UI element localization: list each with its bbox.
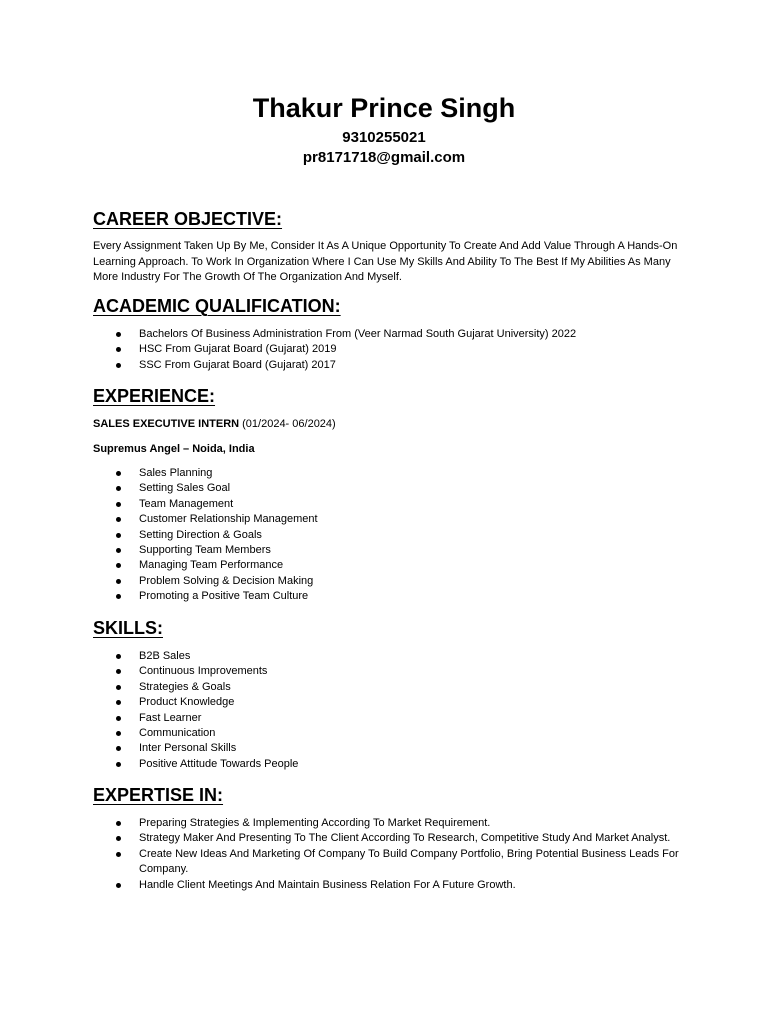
list-item bbox=[93, 711, 683, 726]
bullet-icon bbox=[116, 548, 121, 553]
list-item-text: SSC From Gujarat Board (Gujarat) 2017 bbox=[139, 358, 336, 371]
bullet-icon bbox=[116, 669, 121, 674]
bullet-icon bbox=[116, 821, 121, 826]
list-item-text: B2B Sales bbox=[139, 650, 191, 662]
list-item bbox=[93, 726, 683, 741]
list-item-text: Strategies & Goals bbox=[139, 680, 231, 693]
list-item bbox=[93, 680, 683, 695]
experience-list bbox=[93, 466, 683, 605]
bullet-icon bbox=[116, 836, 121, 841]
academic-heading: ACADEMIC QUALIFICATION: bbox=[93, 296, 341, 316]
list-item-text: Sales Planning bbox=[139, 467, 213, 479]
list-item-text: Setting Sales Goal bbox=[139, 482, 231, 495]
list-item bbox=[93, 847, 683, 878]
list-item-text: Positive Attitude Towards People bbox=[139, 757, 299, 770]
skills-heading: SKILLS: bbox=[93, 618, 163, 638]
bullet-icon bbox=[116, 471, 121, 476]
bullet-icon bbox=[116, 685, 121, 690]
list-item bbox=[93, 528, 683, 543]
company-name: Supremus Angel – Noida, India bbox=[93, 443, 255, 455]
bullet-icon bbox=[116, 486, 121, 491]
list-item-text: Product Knowledge bbox=[139, 696, 235, 709]
bullet-icon bbox=[116, 347, 121, 352]
list-item bbox=[93, 481, 683, 496]
list-item bbox=[93, 512, 683, 527]
list-item-text: Strategy Maker And Presenting To The Client According To Research, Competitive Study And Market Analyst. bbox=[139, 832, 671, 845]
list-item-text: Inter Personal Skills bbox=[139, 742, 237, 755]
job-title: SALES EXECUTIVE INTERN bbox=[93, 418, 240, 430]
list-item bbox=[93, 327, 683, 342]
list-item bbox=[93, 831, 683, 846]
bullet-icon bbox=[116, 883, 121, 888]
bullet-icon bbox=[116, 594, 121, 599]
expertise-heading: EXPERTISE IN: bbox=[93, 785, 224, 805]
bullet-icon bbox=[116, 852, 121, 857]
list-item bbox=[93, 741, 683, 756]
list-item-text: Customer Relationship Management bbox=[139, 513, 318, 526]
bullet-icon bbox=[116, 746, 121, 751]
career-objective-heading: CAREER OBJECTIVE: bbox=[93, 209, 283, 229]
list-item-text: Create New Ideas And Marketing Of Company To Build Company Portfolio, Bring Potential Business Leads For Company. bbox=[139, 847, 679, 876]
candidate-name: Thakur Prince Singh bbox=[252, 93, 516, 123]
bullet-icon bbox=[116, 363, 121, 368]
list-item bbox=[93, 497, 683, 512]
bullet-icon bbox=[116, 579, 121, 584]
bullet-icon bbox=[116, 654, 121, 659]
phone-number: 9310255021 bbox=[342, 129, 426, 146]
list-item bbox=[93, 558, 683, 573]
list-item-text: Communication bbox=[139, 727, 216, 740]
list-item-text: Bachelors Of Business Administration From (Veer Narmad South Gujarat University) 2022 bbox=[139, 328, 577, 340]
list-item bbox=[93, 664, 683, 679]
list-item bbox=[93, 816, 683, 831]
experience-heading: EXPERIENCE: bbox=[93, 386, 216, 406]
list-item bbox=[93, 466, 683, 481]
list-item bbox=[93, 878, 683, 893]
bullet-icon bbox=[116, 332, 121, 337]
list-item-text: Promoting a Positive Team Culture bbox=[139, 590, 309, 603]
list-item-text: Continuous Improvements bbox=[139, 665, 268, 678]
job-period: (01/2024- 06/2024) bbox=[239, 418, 336, 430]
list-item bbox=[93, 649, 683, 664]
list-item bbox=[93, 358, 683, 373]
email-address: pr8171718@gmail.com bbox=[302, 149, 466, 166]
academic-list bbox=[93, 327, 683, 373]
bullet-icon bbox=[116, 517, 121, 522]
bullet-icon bbox=[116, 563, 121, 568]
bullet-icon bbox=[116, 533, 121, 538]
career-objective-text: Every Assignment Taken Up By Me, Consider It As A Unique Opportunity To Create And Add Value Through A Hands-On Learning Approach. To Work In Organization Where I Can Use My Skills And Ability To The Best If My Abilities As Many More Industry For The Growth Of The Organization And Myself. bbox=[93, 240, 678, 283]
list-item bbox=[93, 757, 683, 772]
list-item-text: Team Management bbox=[139, 497, 234, 510]
bullet-icon bbox=[116, 700, 121, 705]
bullet-icon bbox=[116, 731, 121, 736]
list-item-text: HSC From Gujarat Board (Gujarat) 2019 bbox=[139, 343, 337, 356]
list-item-text: Handle Client Meetings And Maintain Business Relation For A Future Growth. bbox=[139, 878, 516, 891]
job-title-line bbox=[93, 417, 336, 432]
list-item bbox=[93, 574, 683, 589]
list-item-text: Setting Direction & Goals bbox=[139, 528, 262, 541]
bullet-icon bbox=[116, 762, 121, 767]
list-item-text: Preparing Strategies & Implementing According To Market Requirement. bbox=[139, 817, 491, 829]
list-item-text: Fast Learner bbox=[139, 711, 202, 724]
list-item bbox=[93, 543, 683, 558]
list-item bbox=[93, 589, 683, 604]
bullet-icon bbox=[116, 716, 121, 721]
list-item bbox=[93, 695, 683, 710]
list-item-text: Supporting Team Members bbox=[139, 544, 271, 557]
skills-list bbox=[93, 649, 683, 772]
list-item-text: Problem Solving & Decision Making bbox=[139, 574, 314, 587]
list-item-text: Managing Team Performance bbox=[139, 559, 284, 572]
bullet-icon bbox=[116, 502, 121, 507]
expertise-list bbox=[93, 816, 683, 893]
list-item bbox=[93, 342, 683, 357]
